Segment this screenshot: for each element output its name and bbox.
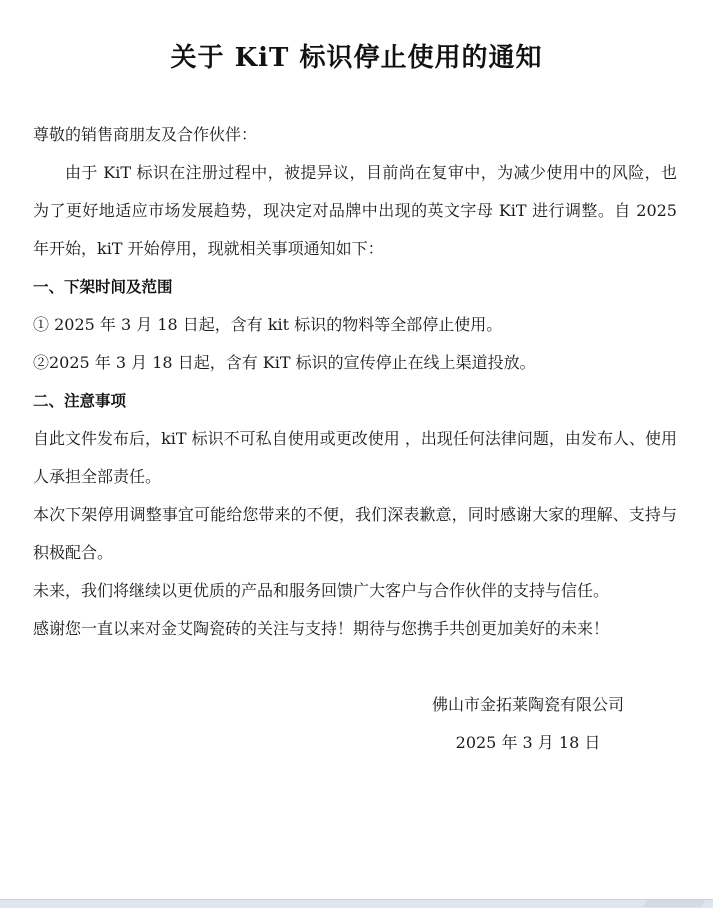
section-1-item-2: ②2025 年 3 月 18 日起，含有 KiT 标识的宣传停止在线上渠道投放。 — [33, 353, 536, 372]
signature-date: 2025 年 3 月 18 日 — [455, 733, 601, 752]
notice-document-page — [0, 40, 713, 908]
signature-block — [343, 686, 713, 762]
document-body — [33, 116, 677, 762]
section-1-item-1: ① 2025 年 3 月 18 日起，含有 kit 标识的物料等全部停止使用。 — [33, 315, 503, 334]
taskbar-edge-strip — [0, 899, 713, 908]
document-title: 关于 KiT 标识停止使用的通知 — [170, 43, 543, 73]
section-2-heading: 二、注意事项 — [33, 392, 127, 410]
thanks-paragraph: 感谢您一直以来对金艾陶瓷砖的关注与支持！期待与您携手共创更加美好的未来！ — [33, 619, 610, 638]
signature-company: 佛山市金拓莱陶瓷有限公司 — [431, 695, 624, 714]
section-1-heading: 一、下架时间及范围 — [33, 278, 173, 296]
legal-notice-paragraph: 自此文件发布后，kiT 标识不可私自使用或更改使用 ，出现任何法律问题，由发布人、使用人承担全部责任。 — [33, 429, 677, 486]
salutation-line: 尊敬的销售商朋友及合作伙伴： — [33, 125, 258, 144]
apology-paragraph: 本次下架停用调整事宜可能给您带来的不便，我们深表歉意，同时感谢大家的理解、支持与积极配合。 — [33, 505, 677, 562]
future-commitment-paragraph: 未来，我们将继续以更优质的产品和服务回馈广大客户与合作伙伴的支持与信任。 — [33, 581, 610, 600]
intro-paragraph: 由于 KiT 标识在注册过程中，被提异议，目前尚在复审中，为减少使用中的风险，也为了更好地适应市场发展趋势，现决定对品牌中出现的英文字母 KiT 进行调整。自 2025 年开始，kiT 开始停用，现就相关事项通知如下： — [33, 163, 677, 258]
taskbar-edge-smudge — [643, 900, 706, 907]
